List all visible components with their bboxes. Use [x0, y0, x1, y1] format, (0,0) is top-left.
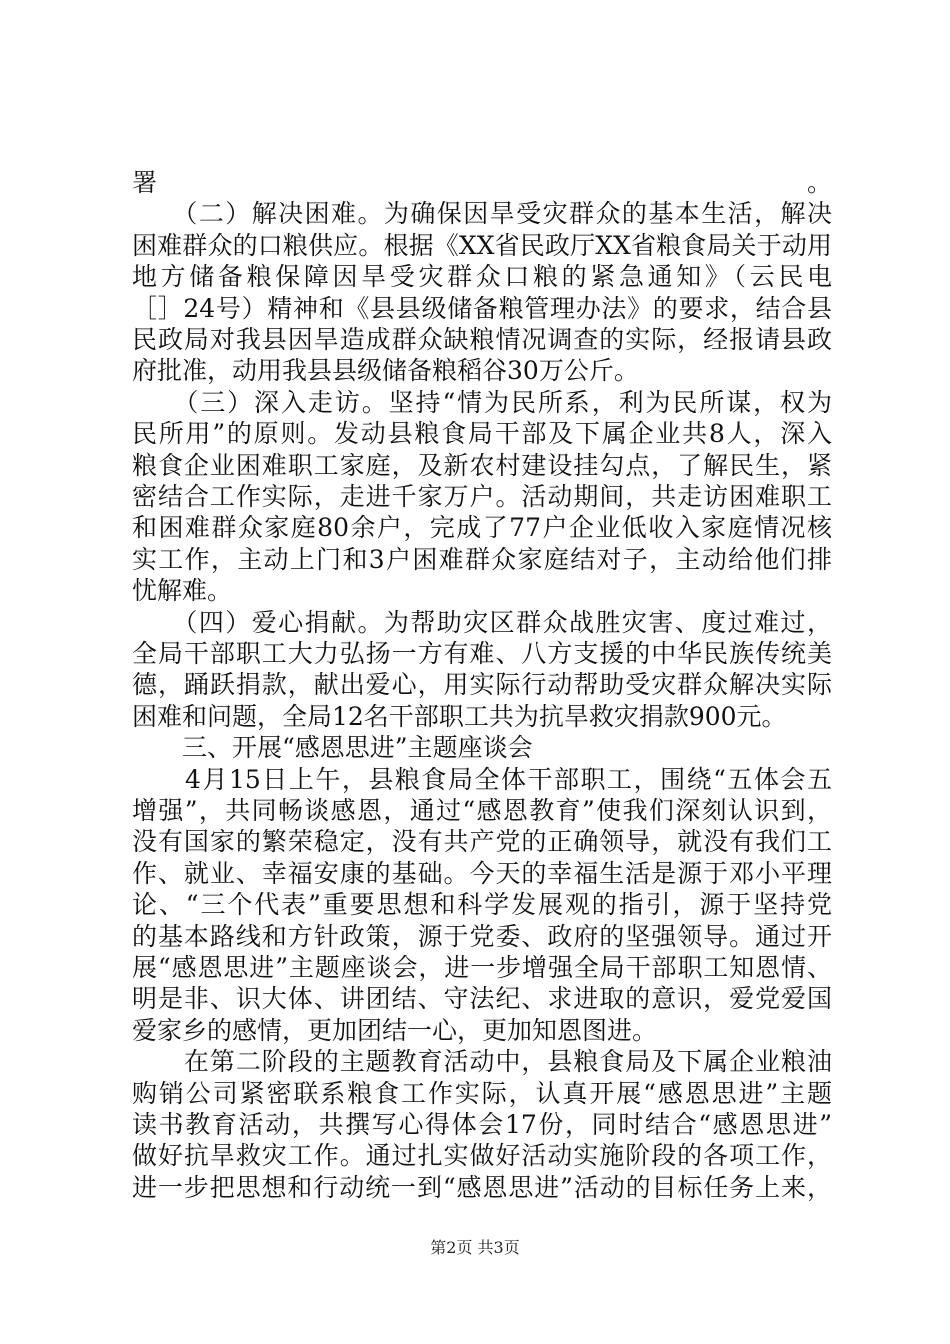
body-text-line: 全局干部职工大力弘扬一方有难、八方支援的中华民族传统美 — [132, 639, 832, 668]
body-text-line: 读书教育活动，共撰写心得体会17份，同时结合“感恩思进” — [132, 1110, 832, 1139]
body-text-line: 署。 — [132, 168, 832, 197]
body-text-line: 购销公司紧密联系粮食工作实际，认真开展“感恩思进”主题 — [132, 1078, 832, 1108]
body-text-line: ［］24号）精神和《县县级储备粮管理办法》的要求，结合县 — [132, 293, 832, 323]
body-text-line: 粮食企业困难职工家庭，及新农村建设挂勾点，了解民生，紧 — [132, 450, 832, 480]
body-text-line: 民政局对我县因旱造成群众缺粮情况调查的实际，经报请县政 — [132, 325, 832, 354]
page-number-footer: 第2页 共3页 — [430, 1238, 520, 1257]
body-text-line: 展“感恩思进”主题座谈会，进一步增强全局干部职工知恩情、 — [132, 953, 832, 982]
body-text-line: 密结合工作实际，走进千家万户。活动期间，共走访困难职工 — [132, 482, 832, 511]
body-text-line: 忧解难。 — [132, 576, 233, 606]
body-text-line: 府批准，动用我县县级储备粮稻谷30万公斤。 — [132, 356, 639, 386]
body-text-line: 进一步把思想和行动统一到“感恩思进”活动的目标任务上来， — [132, 1172, 832, 1202]
body-text-line: 民所用”的原则。发动县粮食局干部及下属企业共8人，深入 — [132, 419, 832, 449]
body-text-line: 做好抗旱救灾工作。通过扎实做好活动实施阶段的各项工作， — [132, 1141, 832, 1171]
body-text-line: 明是非、识大体、讲团结、守法纪、求进取的意识，爱党爱国 — [132, 984, 832, 1014]
body-text-line: 困难和问题，全局12名干部职工共为抗旱救灾捐款900元。 — [132, 701, 787, 731]
body-text-line: 在第二阶段的主题教育活动中，县粮食局及下属企业粮油 — [132, 1047, 832, 1077]
body-text-line: 作、就业、幸福安康的基础。今天的幸福生活是源于邓小平理 — [132, 858, 832, 888]
body-text-line: 爱家乡的感情，更加团结一心，更加知恩图进。 — [132, 1015, 658, 1045]
body-text-line: 论、“三个代表”重要思想和科学发展观的指引，源于坚持党 — [132, 890, 832, 920]
body-text-line: 和困难群众家庭80余户，完成了77户企业低收入家庭情况核 — [132, 513, 832, 543]
body-text-line: （三）深入走访。坚持“情为民所系，利为民所谋，权为 — [132, 387, 832, 417]
body-text-line: 增强”，共同畅谈感恩，通过“感恩教育”使我们深刻认识到， — [132, 796, 832, 825]
section-heading: 三、开展“感恩思进”主题座谈会 — [132, 733, 533, 763]
body-text-line: 没有国家的繁荣稳定，没有共产党的正确领导，就没有我们工 — [132, 827, 832, 857]
body-text-line: （四）爱心捐献。为帮助灾区群众战胜灾害、度过难过， — [132, 607, 832, 637]
body-text-line: 的基本路线和方针政策，源于党委、政府的坚强领导。通过开 — [132, 921, 832, 951]
body-text-line: 困难群众的口粮供应。根据《XX省民政厅XX省粮食局关于动用 — [132, 230, 832, 260]
body-text-line: （二）解决困难。为确保因旱受灾群众的基本生活，解决 — [132, 199, 832, 229]
body-text-line: 4月15日上午，县粮食局全体干部职工，围绕“五体会五 — [132, 764, 832, 794]
body-text-line: 实工作，主动上门和3户困难群众家庭结对子，主动给他们排 — [132, 544, 832, 574]
body-text-line: 德，踊跃捐款，献出爱心，用实际行动帮助受灾群众解决实际 — [132, 670, 832, 700]
body-text-line: 地方储备粮保障因旱受灾群众口粮的紧急通知》（云民电 — [132, 262, 832, 292]
